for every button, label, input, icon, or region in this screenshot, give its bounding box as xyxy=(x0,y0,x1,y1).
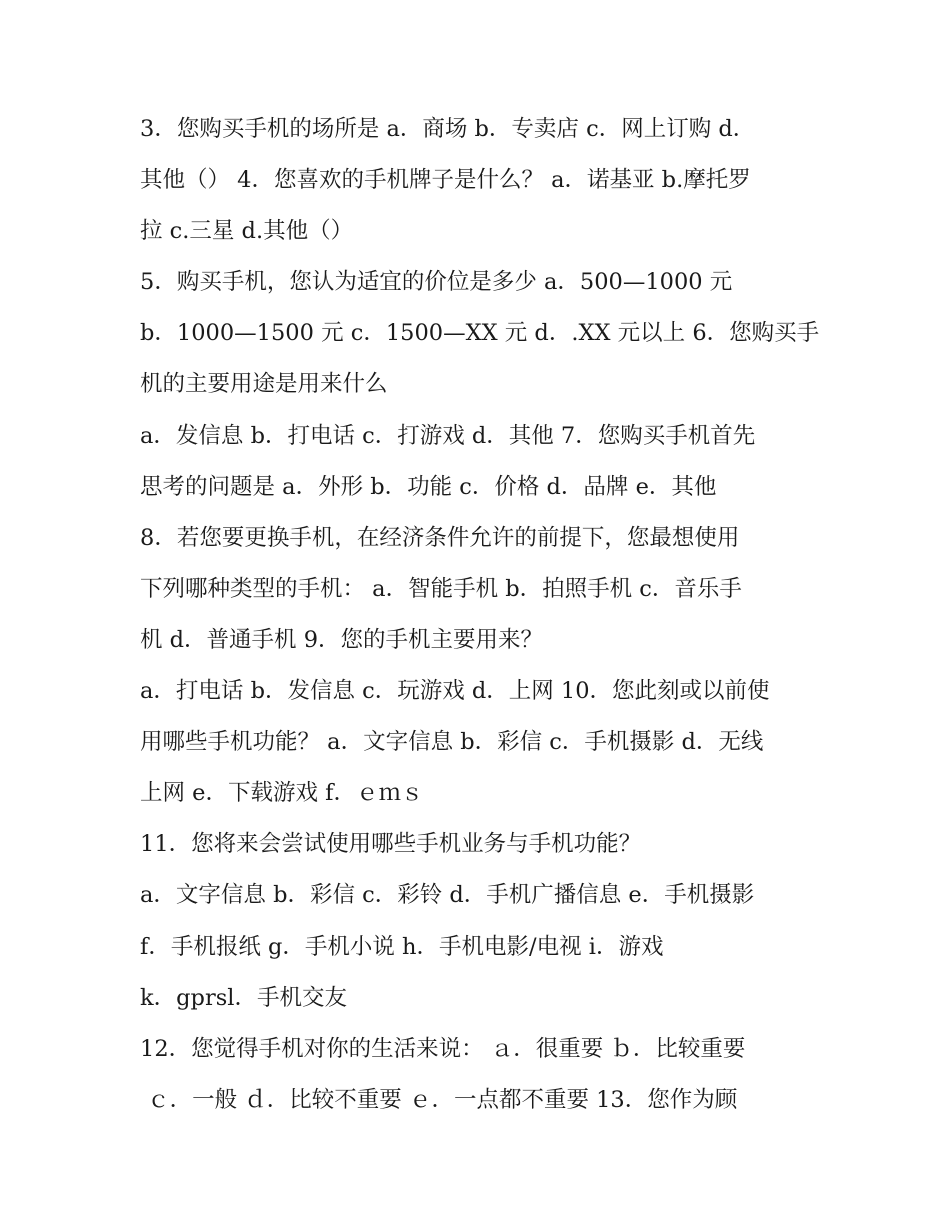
text-line: f．手机报纸 g．手机小说 h．手机电影/电视 i．游戏 xyxy=(140,933,664,960)
text-line: 8．若您要更换手机，在经济条件允许的前提下，您最想使用 xyxy=(140,524,740,551)
text-line: b．1000—1500 元 c．1500—XX 元 d．.XX 元以上 6．您购买手 xyxy=(140,320,820,347)
questionnaire-text xyxy=(140,104,840,1126)
text-line: ｃ．一般 ｄ．比较不重要 ｅ．一点都不重要 13．您作为顾 xyxy=(140,1086,738,1113)
text-line: 思考的问题是 a．外形 b．功能 c．价格 d．品牌 e．其他 xyxy=(140,473,717,500)
text-line: 12．您觉得手机对你的生活来说： ａ．很重要 ｂ．比较重要 xyxy=(140,1035,746,1062)
text-line: 11．您将来会尝试使用哪些手机业务与手机功能？ xyxy=(140,831,642,858)
text-line: 用哪些手机功能？ a．文字信息 b．彩信 c．手机摄影 d．无线 xyxy=(140,729,764,756)
text-line: 机 d．普通手机 9．您的手机主要用来？ xyxy=(140,626,544,653)
text-line: k．gprsl．手机交友 xyxy=(140,984,347,1011)
text-line: a．发信息 b．打电话 c．打游戏 d．其他 7．您购买手机首先 xyxy=(140,422,756,449)
text-line: 拉 c.三星 d.其他（） xyxy=(140,218,354,245)
text-line: 其他（） 4．您喜欢的手机牌子是什么？ a．诺基亚 b.摩托罗 xyxy=(140,167,751,194)
text-line: 机的主要用途是用来什么 xyxy=(140,371,388,398)
text-line: 3．您购买手机的场所是 a．商场 b．专卖店 c．网上订购 d． xyxy=(140,116,756,142)
text-line: 上网 e．下载游戏 f．ｅｍｓ xyxy=(140,780,424,807)
text-line: 5．购买手机，您认为适宜的价位是多少 a．500—1000 元 xyxy=(140,269,733,296)
text-line: a．文字信息 b．彩信 c．彩铃 d．手机广播信息 e．手机摄影 xyxy=(140,882,755,909)
text-line: a．打电话 b．发信息 c．玩游戏 d．上网 10．您此刻或以前使 xyxy=(140,678,770,705)
text-line: 下列哪种类型的手机： a．智能手机 b．拍照手机 c．音乐手 xyxy=(140,575,742,602)
